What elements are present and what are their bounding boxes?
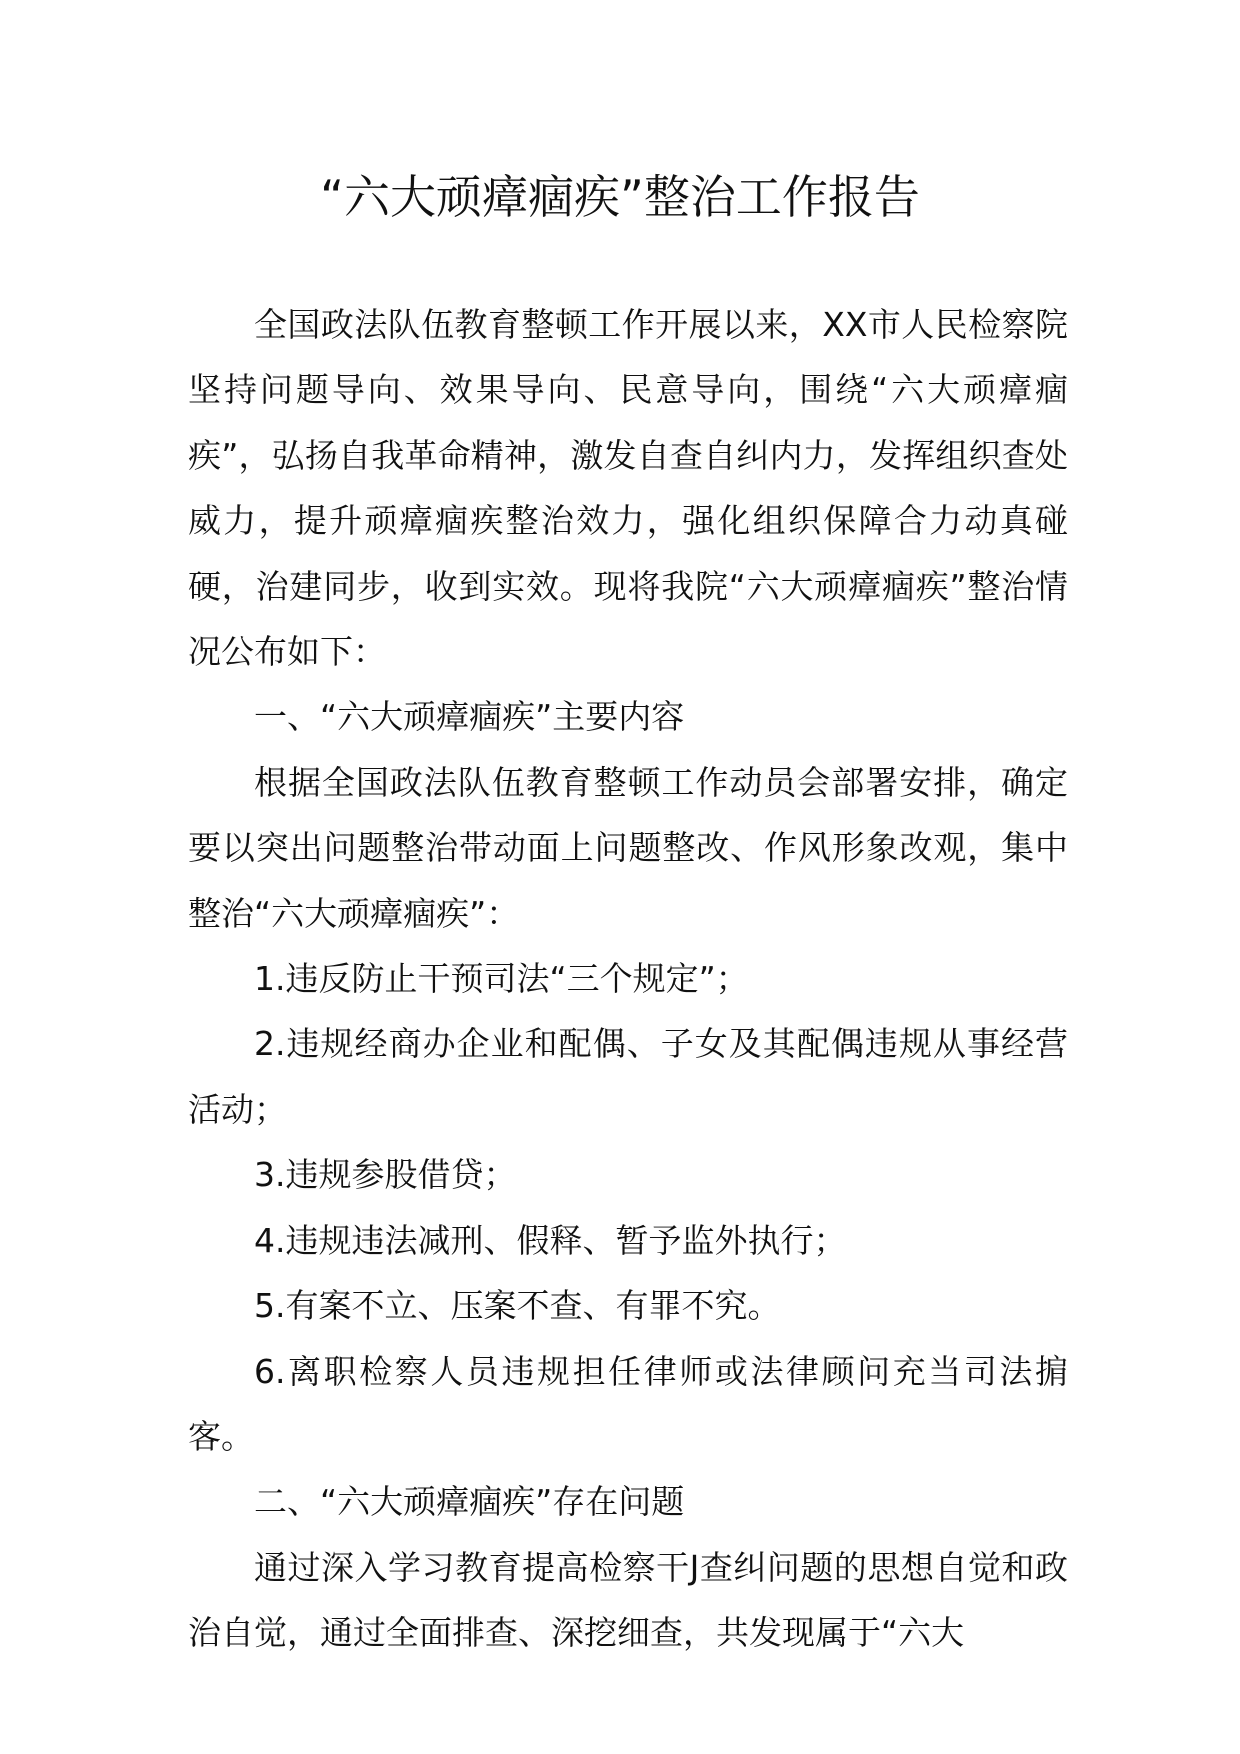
list-item: 2.违规经商办企业和配偶、子女及其配偶违规从事经营活动； xyxy=(188,1024,1068,1129)
list-item: 6.离职检察人员违规担任律师或法律顾问充当司法掮客。 xyxy=(188,1351,1068,1456)
document-body xyxy=(188,292,1068,1666)
paragraph-findings: 通过深入学习教育提高检察干J查纠问题的思想自觉和政治自觉，通过全面排查、深挖细查，共发现属于“六大 xyxy=(188,1547,1068,1653)
paragraph-intro: 全国政法队伍教育整顿工作开展以来，XX市人民检察院坚持问题导向、效果导向、民意导向，围绕“六大顽瘴痼疾”，弘扬自我革命精神，激发自查自纠内力，发挥组织查处威力，提升顽瘴痼疾整治效力，强化组织保障合力动真碰硬，治建同步，收到实效。现将我院“六大顽瘴痼疾”整治情况公布如下： xyxy=(188,305,1068,672)
list-item: 3.违规参股借贷； xyxy=(254,1155,517,1195)
document-title: “六大顽瘴痼疾”整治工作报告 xyxy=(320,170,920,224)
paragraph-deployment: 根据全国政法队伍教育整顿工作动员会部署安排，确定要以突出问题整治带动面上问题整改、作风形象改观，集中整治“六大顽瘴痼疾”： xyxy=(188,762,1068,933)
section-heading-2: 二、“六大顽瘴痼疾”存在问题 xyxy=(254,1482,685,1522)
list-item: 1.违反防止干预司法“三个规定”； xyxy=(254,959,749,999)
list-item: 4.违规违法减刑、假释、暂予监外执行； xyxy=(254,1220,847,1260)
list-item: 5.有案不立、压案不查、有罪不究。 xyxy=(254,1286,781,1326)
section-heading-1: 一、“六大顽瘴痼疾”主要内容 xyxy=(254,697,685,737)
